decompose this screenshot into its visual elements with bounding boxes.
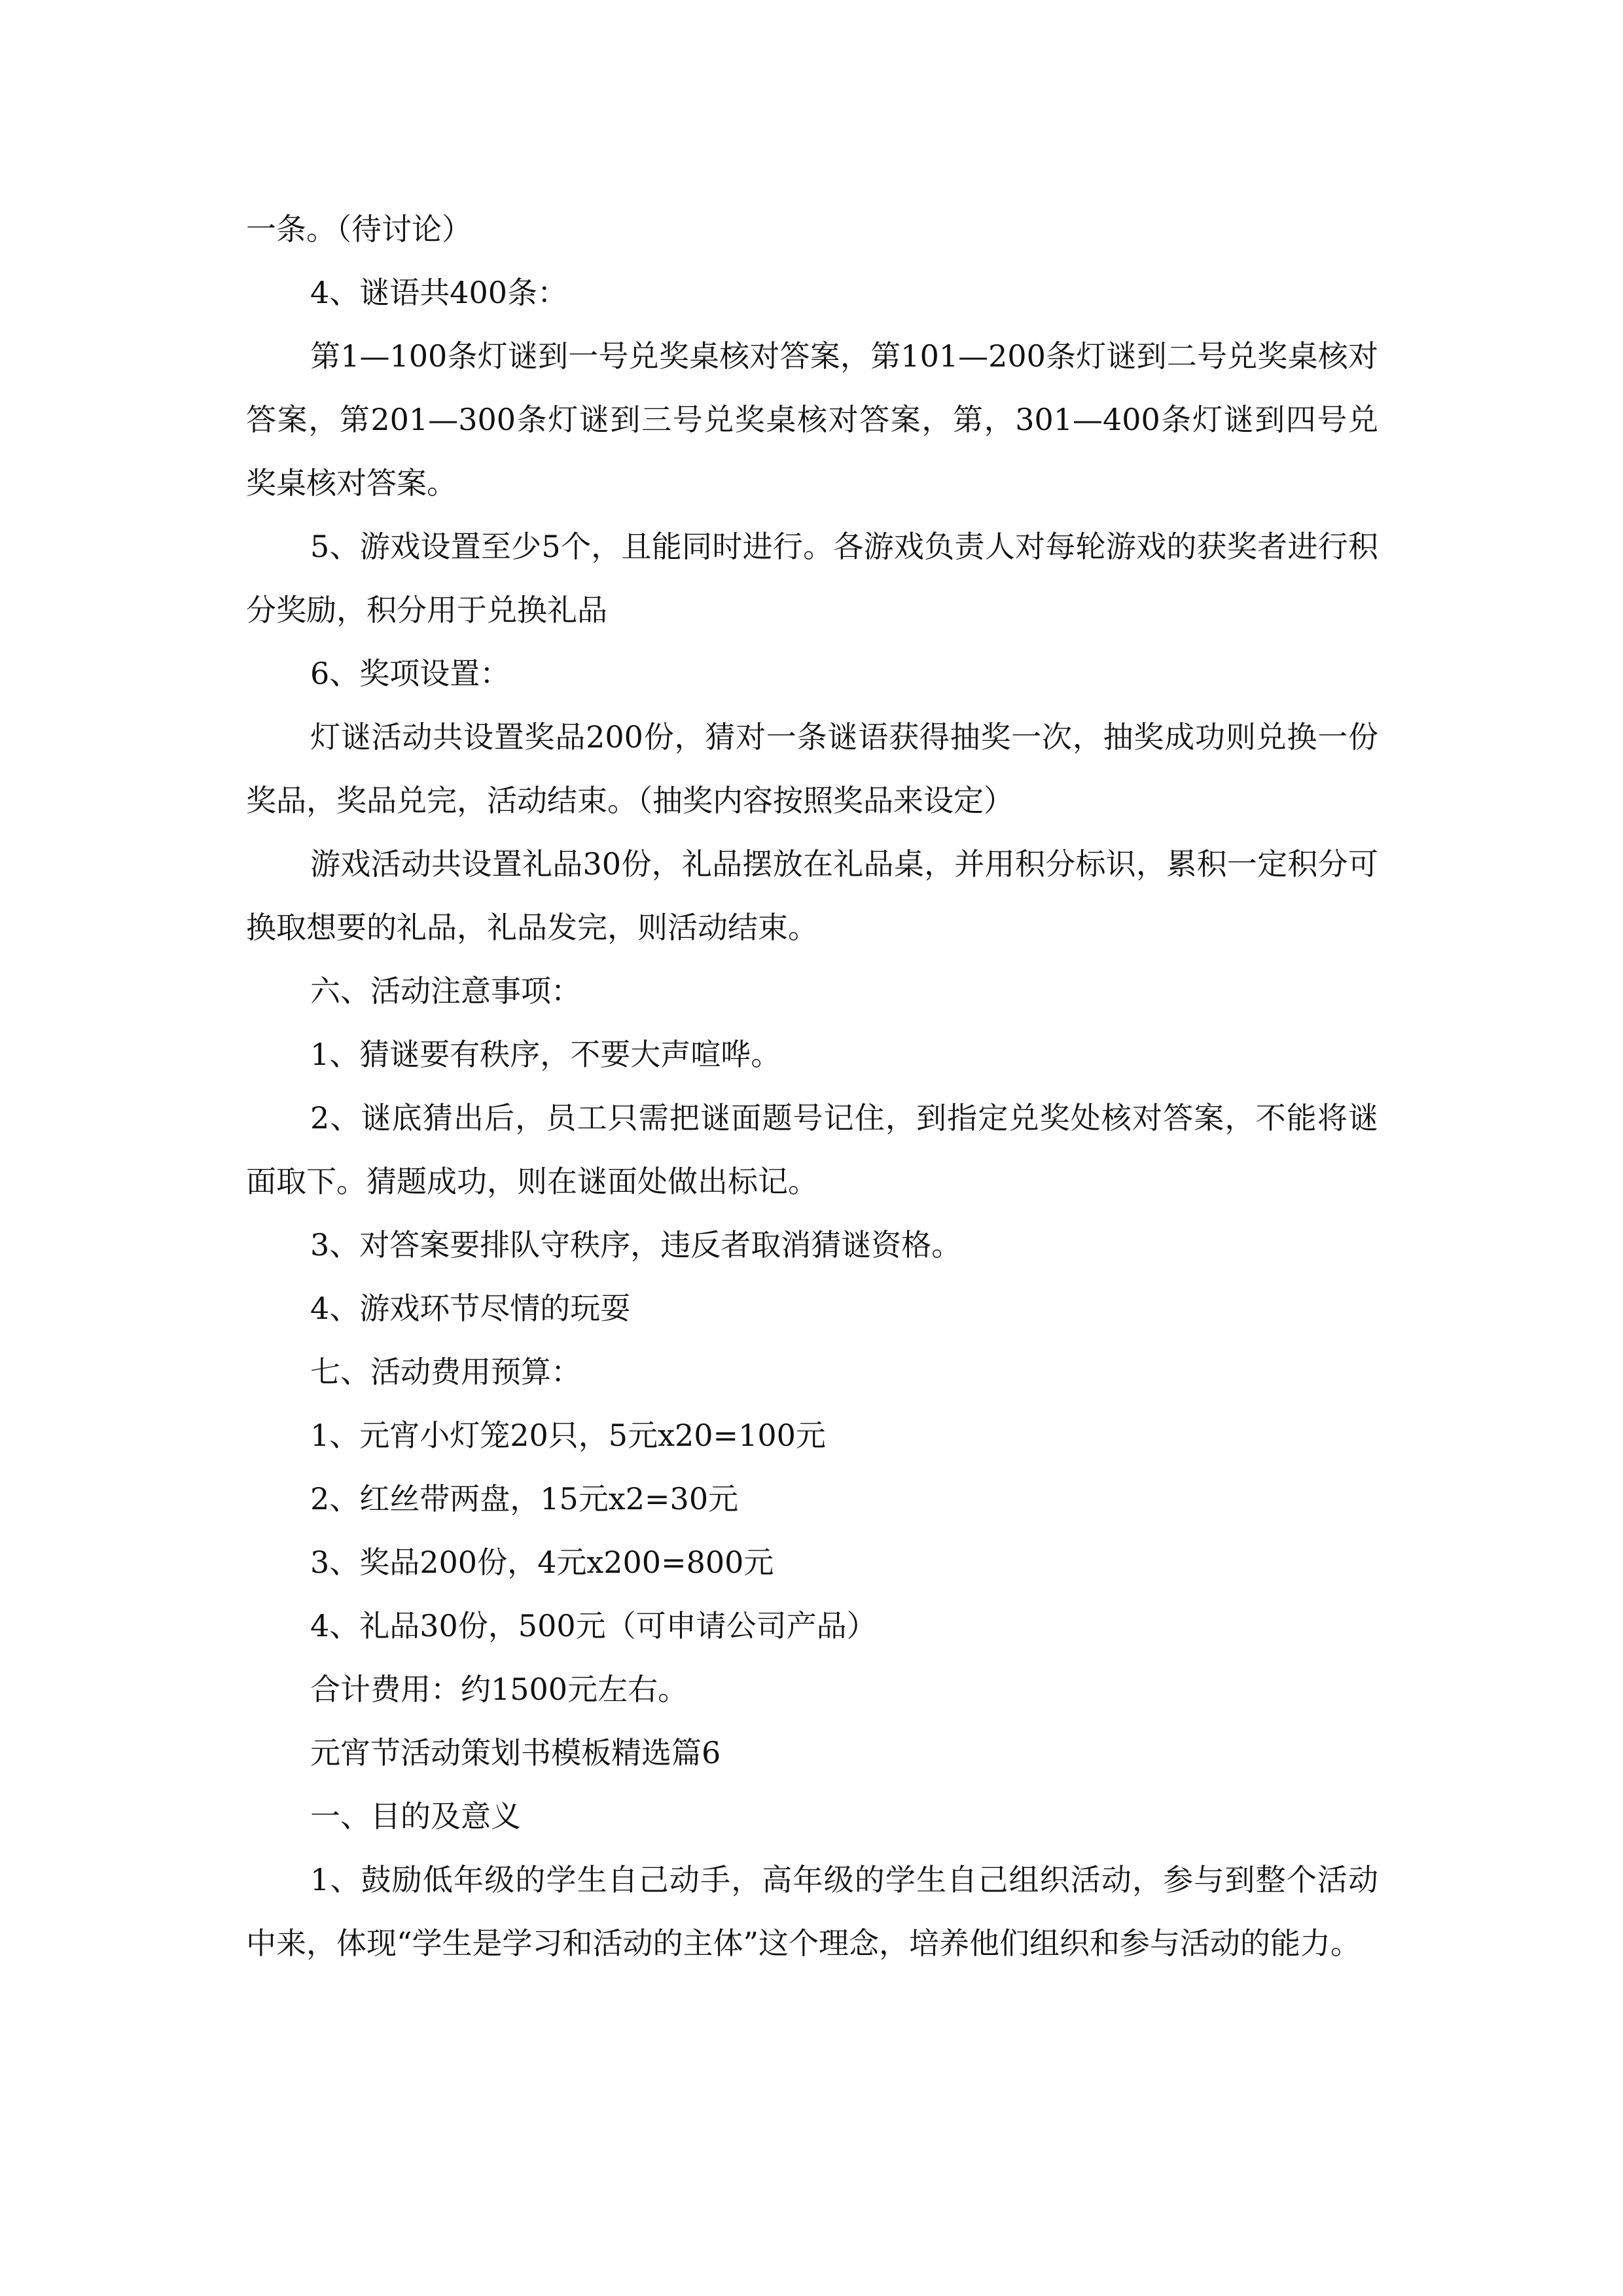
section-heading-budget: 七、活动费用预算： [310, 1354, 581, 1390]
list-item-note-2: 2、谜底猜出后，员工只需把谜面题号记住，到指定兑奖处核对答案，不能将谜面取下。猜题成功，则在谜面处做出标记。 [246, 1100, 1378, 1199]
paragraph-game-gifts: 游戏活动共设置礼品30份，礼品摆放在礼品桌，并用积分标识，累积一定积分可换取想要的礼品，礼品发完，则活动结束。 [246, 846, 1378, 945]
paragraph-riddle-answer-tables: 第1—100条灯谜到一号兑奖桌核对答案，第101—200条灯谜到二号兑奖桌核对答案，第201—300条灯谜到三号兑奖桌核对答案，第，301—400条灯谜到四号兑奖桌核对答案。 [246, 338, 1378, 501]
list-item-budget-3: 3、奖品200份，4元x200=800元 [310, 1545, 774, 1580]
section-heading-notes: 六、活动注意事项： [310, 973, 581, 1009]
list-item-budget-4: 4、礼品30份，500元（可申请公司产品） [310, 1608, 877, 1643]
paragraph: 一条。（待讨论） [246, 211, 472, 247]
list-item-budget-1: 1、元宵小灯笼20只，5元x20=100元 [310, 1418, 826, 1453]
list-item-note-3: 3、对答案要排队守秩序，违反者取消猜谜资格。 [310, 1227, 962, 1263]
list-item-budget-2: 2、红丝带两盘，15元x2=30元 [310, 1481, 739, 1516]
article-title: 元宵节活动策划书模板精选篇6 [310, 1735, 721, 1770]
section-heading-purpose: 一、目的及意义 [310, 1799, 521, 1834]
list-item-note-4: 4、游戏环节尽情的玩耍 [310, 1291, 631, 1326]
document-body [246, 198, 1378, 1975]
list-item-game-settings: 5、游戏设置至少5个，且能同时进行。各游戏负责人对每轮游戏的获奖者进行积分奖励，积分用于兑换礼品 [246, 529, 1378, 628]
list-item-riddle-count: 4、谜语共400条： [310, 275, 568, 310]
list-item-purpose-1: 1、鼓励低年级的学生自己动手，高年级的学生自己组织活动，参与到整个活动中来，体现“学生是学习和活动的主体”这个理念，培养他们组织和参与活动的能力。 [246, 1862, 1378, 1961]
list-item-note-1: 1、猜谜要有秩序，不要大声喧哗。 [310, 1037, 781, 1072]
budget-total: 合计费用：约1500元左右。 [310, 1672, 688, 1707]
paragraph-riddle-prizes: 灯谜活动共设置奖品200份，猜对一条谜语获得抽奖一次，抽奖成功则兑换一份奖品，奖品兑完，活动结束。（抽奖内容按照奖品来设定） [246, 719, 1378, 818]
list-item-award-settings: 6、奖项设置： [310, 656, 510, 691]
